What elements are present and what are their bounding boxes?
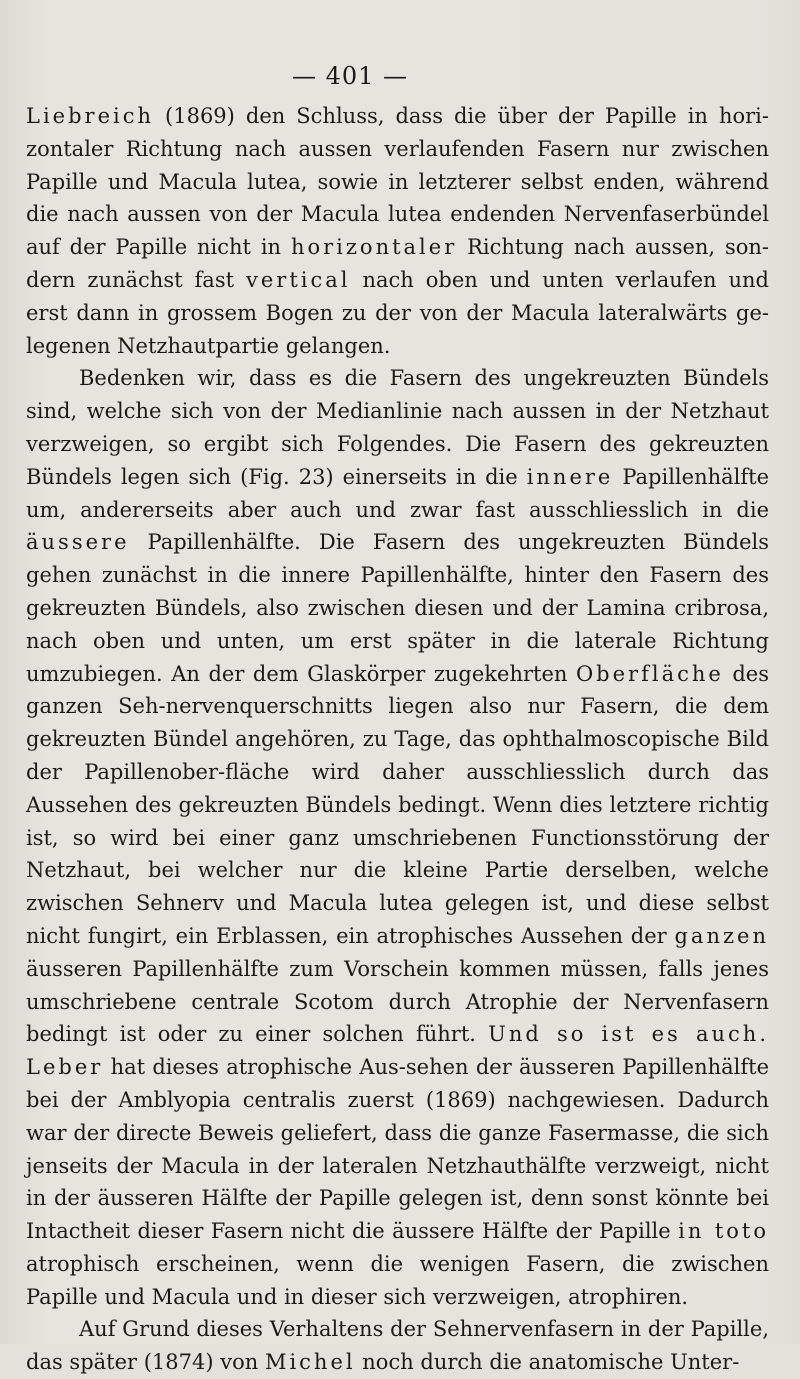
body-text bbox=[26, 100, 769, 1379]
spaced-emphasis-text: äussere bbox=[26, 530, 130, 555]
spaced-emphasis-text: in toto bbox=[678, 1219, 769, 1244]
spaced-emphasis-text: Leber bbox=[26, 1055, 104, 1080]
text-run: hat dieses atrophische Aus-sehen der äusseren Papillenhälfte bei der Amblyopia centralis zuerst (1869) nachgewiesen. Dadurch war der directe Beweis geliefert, dass die ganze Fasermasse, die sich jenseits der Macula in der lateralen Netzhauthälfte verzweigt, nicht in der äusseren Hälfte der Papille gelegen ist, denn sonst könnte bei Intactheit dieser Fasern nicht die äussere Hälfte der Papille bbox=[26, 1055, 769, 1244]
text-run: (1869) den Schluss, dass die über der Papille in hori-zontaler Richtung nach aussen verlaufenden Fasern nur zwischen Papille und Macula lutea, sowie in letzterer selbst enden, während die nach aussen von der Macula lutea endenden Nervenfaserbündel auf der Papille nicht in bbox=[26, 104, 769, 260]
spaced-emphasis-text: vertical bbox=[246, 267, 351, 292]
text-run: Bedenken wir, dass es die Fasern des ungekreuzten Bündels sind, welche sich von der Medianlinie nach aussen in der Netzhaut verzweigen, so ergibt sich Folgendes. Die Fasern des gekreuzten Bündels legen sich (Fig. 23) einerseits in die bbox=[26, 366, 769, 489]
page-number: — 401 — bbox=[291, 62, 409, 90]
text-run: Auf Grund dieses Verhaltens der Sehnervenfasern in der Papille, das später (1874) von bbox=[26, 1317, 769, 1375]
spaced-emphasis-text: Liebreich bbox=[26, 104, 155, 128]
text-run: Papillenhälfte um, andererseits aber auch und zwar fast ausschliesslich in die bbox=[26, 464, 769, 522]
paragraph-1 bbox=[26, 100, 769, 362]
paragraph-3 bbox=[26, 1313, 769, 1379]
spaced-emphasis-text: horizontaler bbox=[290, 235, 458, 260]
text-run: atrophisch erscheinen, wenn die wenigen Fasern, die zwischen Papille und Macula und in dieser sich verzweigen, atrophiren. bbox=[26, 1251, 769, 1309]
text-run: Richtung nach aussen, son-dern zunächst fast bbox=[26, 235, 769, 292]
paragraph-2 bbox=[26, 362, 769, 1313]
text-run: des ganzen Seh-nervenquerschnitts liegen also nur Fasern, die dem gekreuzten Bündel angehören, zu Tage, das ophthalmoscopische Bild der Papillenober-fläche wird daher ausschliesslich durch das Aussehen des gekreuzten Bündels bedingt. Wenn dies letztere richtig ist, so wird bei einer ganz umschriebenen Functionsstörung der Netzhaut, bei welcher nur die kleine Partie derselben, welche zwischen Sehnerv und Macula lutea gelegen ist, und diese selbst nicht fungirt, ein Erblassen, ein atrophisches Aussehen der bbox=[26, 661, 769, 948]
spaced-emphasis-text: Und so ist es auch. bbox=[488, 1022, 769, 1047]
text-run: nach oben und unten verlaufen und erst dann in grossem Bogen zu der von der Macula lateralwärts ge-legenen Netzhautpartie gelangen. bbox=[26, 267, 769, 358]
spaced-emphasis-text: innere bbox=[526, 464, 614, 489]
text-run: Papillenhälfte. Die Fasern des ungekreuzten Bündels gehen zunächst in die innere Papillenhälfte, hinter den Fasern des gekreuzten Bündels, also zwischen diesen und der Lamina cribrosa, nach oben und unten, um erst später in die laterale Richtung umzubiegen. An der dem Glaskörper zugekehrten bbox=[26, 530, 769, 686]
spaced-emphasis-text: Oberfläche bbox=[575, 661, 724, 686]
text-run: äusseren Papillenhälfte zum Vorschein kommen müssen, falls jenes umschriebene centrale Scotom durch Atrophie der Nervenfasern bedingt ist oder zu einer solchen führt. bbox=[26, 956, 769, 1047]
spaced-emphasis-text: Michel bbox=[264, 1350, 356, 1375]
text-run: noch durch die anatomische Unter- bbox=[355, 1350, 740, 1375]
spaced-emphasis-text: ganzen bbox=[674, 923, 769, 948]
